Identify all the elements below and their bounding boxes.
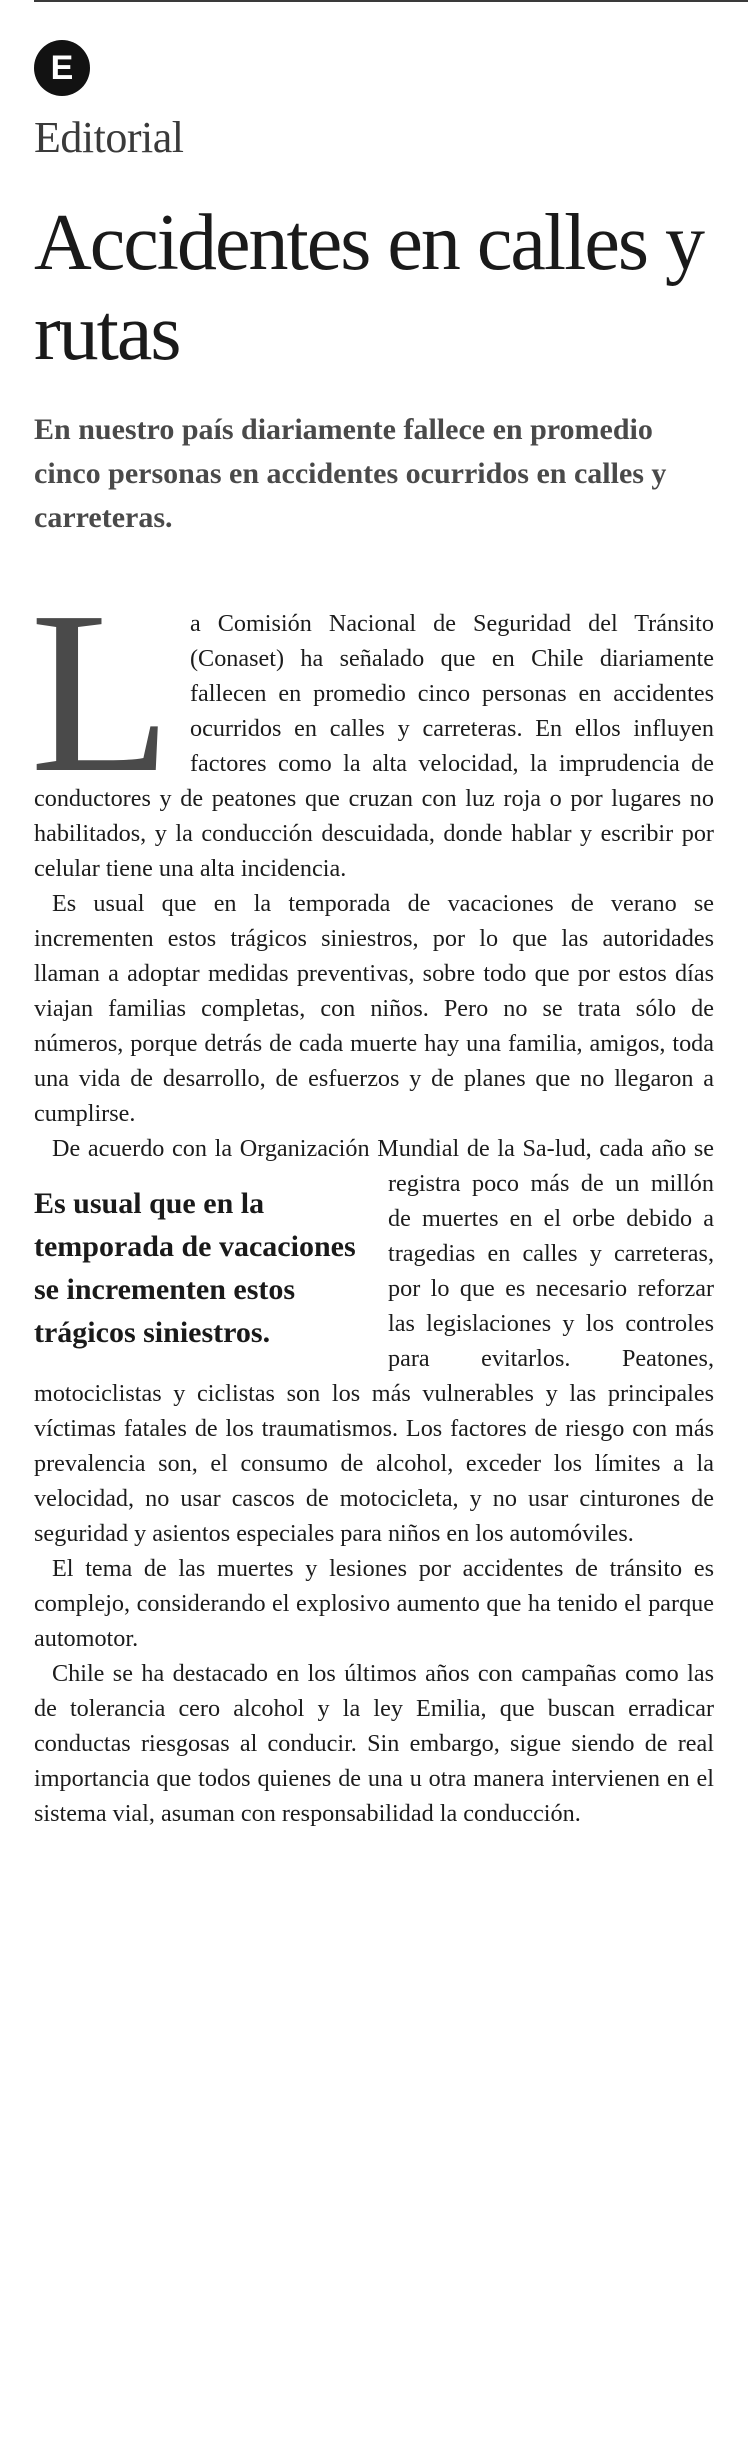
section-label: Editorial bbox=[34, 113, 184, 162]
paragraph-3-lead: De acuerdo con la Organización Mundial de la Sa bbox=[52, 1135, 547, 1162]
paragraph-2: Es usual que en la temporada de vacaciones de verano se incrementen estos trágicos siniestros, por lo que las autoridades llaman a adoptar medidas preventivas, sobre todo que por estos días viajan familias completas, con niños. Pero no se trata sólo de números, porque detrás de cada muerte hay una familia, amigos, toda una vida de desarrollo, de esfuerzos y de planes que no llegaron a cumplirse. bbox=[34, 890, 714, 1127]
top-rule bbox=[34, 0, 748, 2]
section-badge-icon: E bbox=[34, 40, 90, 96]
paragraph-3: De acuerdo con la Organización Mundial de la Sa- Es usual que en la temporada de vacaciones se incrementen estos trágicos siniestros. lud, cada año se registra poco más de un millón de muertes en el orbe debido a tragedias en calles y carreteras, por lo que es necesario reforzar las legislaciones y los controles para evitarlos. Peatones, motociclistas y ciclistas son los más vulnerables y las principales víctimas fatales de los traumatismos. Los factores de riesgo con más prevalencia son, el consumo de alcohol, exceder los límites a la velocidad, no usar cascos de motocicleta, y no usar cinturones de seguridad y asientos especiales para niños en los automóviles. bbox=[34, 1135, 715, 1547]
article-body bbox=[30, 564, 715, 1831]
drop-cap: L bbox=[30, 564, 172, 821]
paragraph-1 bbox=[30, 564, 714, 886]
headline: Accidentes en calles y rutas bbox=[34, 199, 704, 377]
pull-quote: Es usual que en la temporada de vacaciones se incrementen estos trágicos siniestros. bbox=[34, 1187, 356, 1349]
section-badge-row bbox=[34, 40, 90, 96]
paragraph-5: Chile se ha destacado en los últimos años con campañas como las de tolerancia cero alcohol y la ley Emilia, que buscan erradicar conductas riesgosas al conducir. Sin embargo, sigue siendo de real importancia que todos quienes de una u otra manera intervienen en el sistema vial, asuman con responsabilidad la conducción. bbox=[34, 1660, 714, 1827]
paragraph-4: El tema de las muertes y lesiones por accidentes de tránsito es complejo, considerando el explosivo aumento que ha tenido el parque automotor. bbox=[34, 1555, 714, 1652]
lede: En nuestro país diariamente fallece en promedio cinco personas en accidentes ocurridos en calles y carreteras. bbox=[34, 413, 667, 534]
paragraph-3-rest: lud, cada año se registra poco más de un millón de muertes en el orbe debido a tragedias en calles y carreteras, por lo que es necesario reforzar las legislaciones y los controles para evitarlos. Peatones, motociclistas y ciclistas son los más vulnerables y las principales víctimas fatales de los traumatismos. Los factores de riesgo con más prevalencia son, el consumo de alcohol, exceder los límites a la velocidad, no usar cascos de motocicleta, y no usar cinturones de seguridad y asientos especiales para niños en los automóviles. bbox=[34, 1135, 715, 1547]
paragraph-1-text: a Comisión Nacional de Seguridad del Tránsito (Conaset) ha señalado que en Chile diariamente fallecen en promedio cinco personas en accidentes ocurridos en calles y carreteras. En ellos influyen factores como la alta velocidad, la imprudencia de conductores y de peatones que cruzan con luz roja o por lugares no habilitados, y la conducción descuidada, donde hablar y escribir por celular tiene una alta incidencia. bbox=[34, 610, 714, 882]
